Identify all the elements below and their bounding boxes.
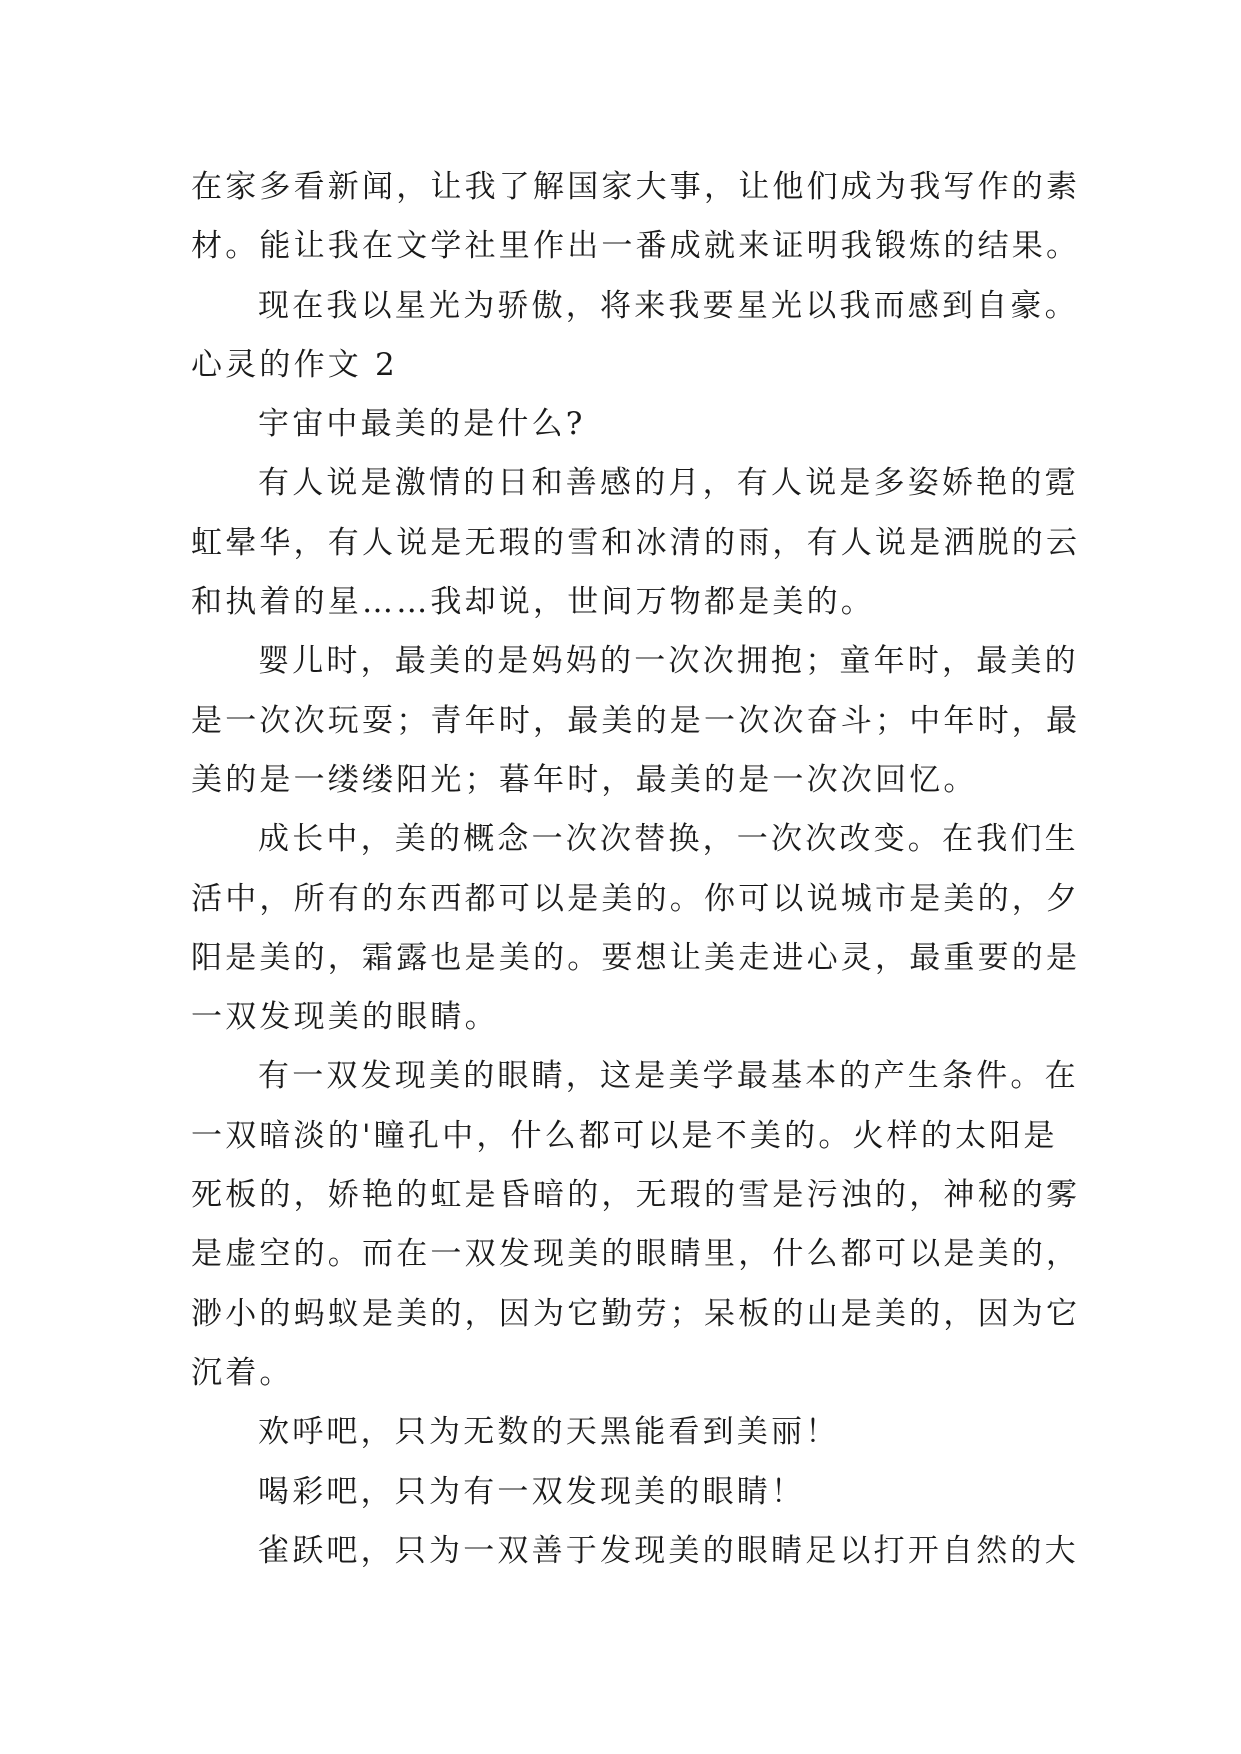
text-line-6: 有人说是激情的日和善感的月，有人说是多姿娇艳的霓 (258, 465, 1079, 502)
text-line-12: 成长中，美的概念一次次替换，一次次改变。在我们生 (258, 821, 1079, 858)
text-line-23: 喝彩吧，只为有一双发现美的眼睛！ (258, 1473, 806, 1510)
text-line-21: 沉着。 (191, 1354, 294, 1391)
text-line-15: 一双发现美的眼睛。 (191, 999, 499, 1036)
text-line-18: 死板的，娇艳的虹是昏暗的，无瑕的雪是污浊的，神秘的雾 (191, 1177, 1081, 1214)
text-line-22: 欢呼吧，只为无数的天黑能看到美丽！ (258, 1414, 840, 1451)
text-line-11: 美的是一缕缕阳光；暮年时，最美的是一次次回忆。 (191, 761, 978, 798)
text-line-3: 现在我以星光为骄傲，将来我要星光以我而感到自豪。 (258, 287, 1079, 324)
text-line-9: 婴儿时，最美的是妈妈的一次次拥抱；童年时，最美的 (258, 643, 1079, 680)
text-line-17: 一双暗淡的'瞳孔中，什么都可以是不美的。火样的太阳是 (191, 1117, 1058, 1154)
text-line-7: 虹晕华，有人说是无瑕的雪和冰清的雨，有人说是洒脱的云 (191, 524, 1081, 561)
text-line-5: 宇宙中最美的是什么? (258, 406, 586, 443)
essay-heading: 心灵的作文 2 (191, 346, 398, 383)
text-line-20: 渺小的蚂蚁是美的，因为它勤劳；呆板的山是美的，因为它 (191, 1295, 1081, 1332)
text-line-13: 活中，所有的东西都可以是美的。你可以说城市是美的，夕 (191, 880, 1081, 917)
essay-body (191, 158, 1081, 1581)
text-line-1: 在家多看新闻，让我了解国家大事，让他们成为我写作的素 (191, 169, 1081, 205)
text-line-8: 和执着的星……我却说，世间万物都是美的。 (191, 584, 875, 621)
text-line-10: 是一次次玩耍；青年时，最美的是一次次奋斗；中年时，最 (191, 702, 1081, 739)
text-line-2: 材。能让我在文学社里作出一番成就来证明我锻炼的结果。 (191, 228, 1081, 265)
text-line-24: 雀跃吧，只为一双善于发现美的眼睛足以打开自然的大 (258, 1532, 1079, 1569)
text-line-19: 是虚空的。而在一双发现美的眼睛里，什么都可以是美的， (191, 1236, 1081, 1273)
text-line-14: 阳是美的，霜露也是美的。要想让美走进心灵，最重要的是 (191, 939, 1081, 976)
text-line-16: 有一双发现美的眼睛，这是美学最基本的产生条件。在 (258, 1058, 1079, 1095)
